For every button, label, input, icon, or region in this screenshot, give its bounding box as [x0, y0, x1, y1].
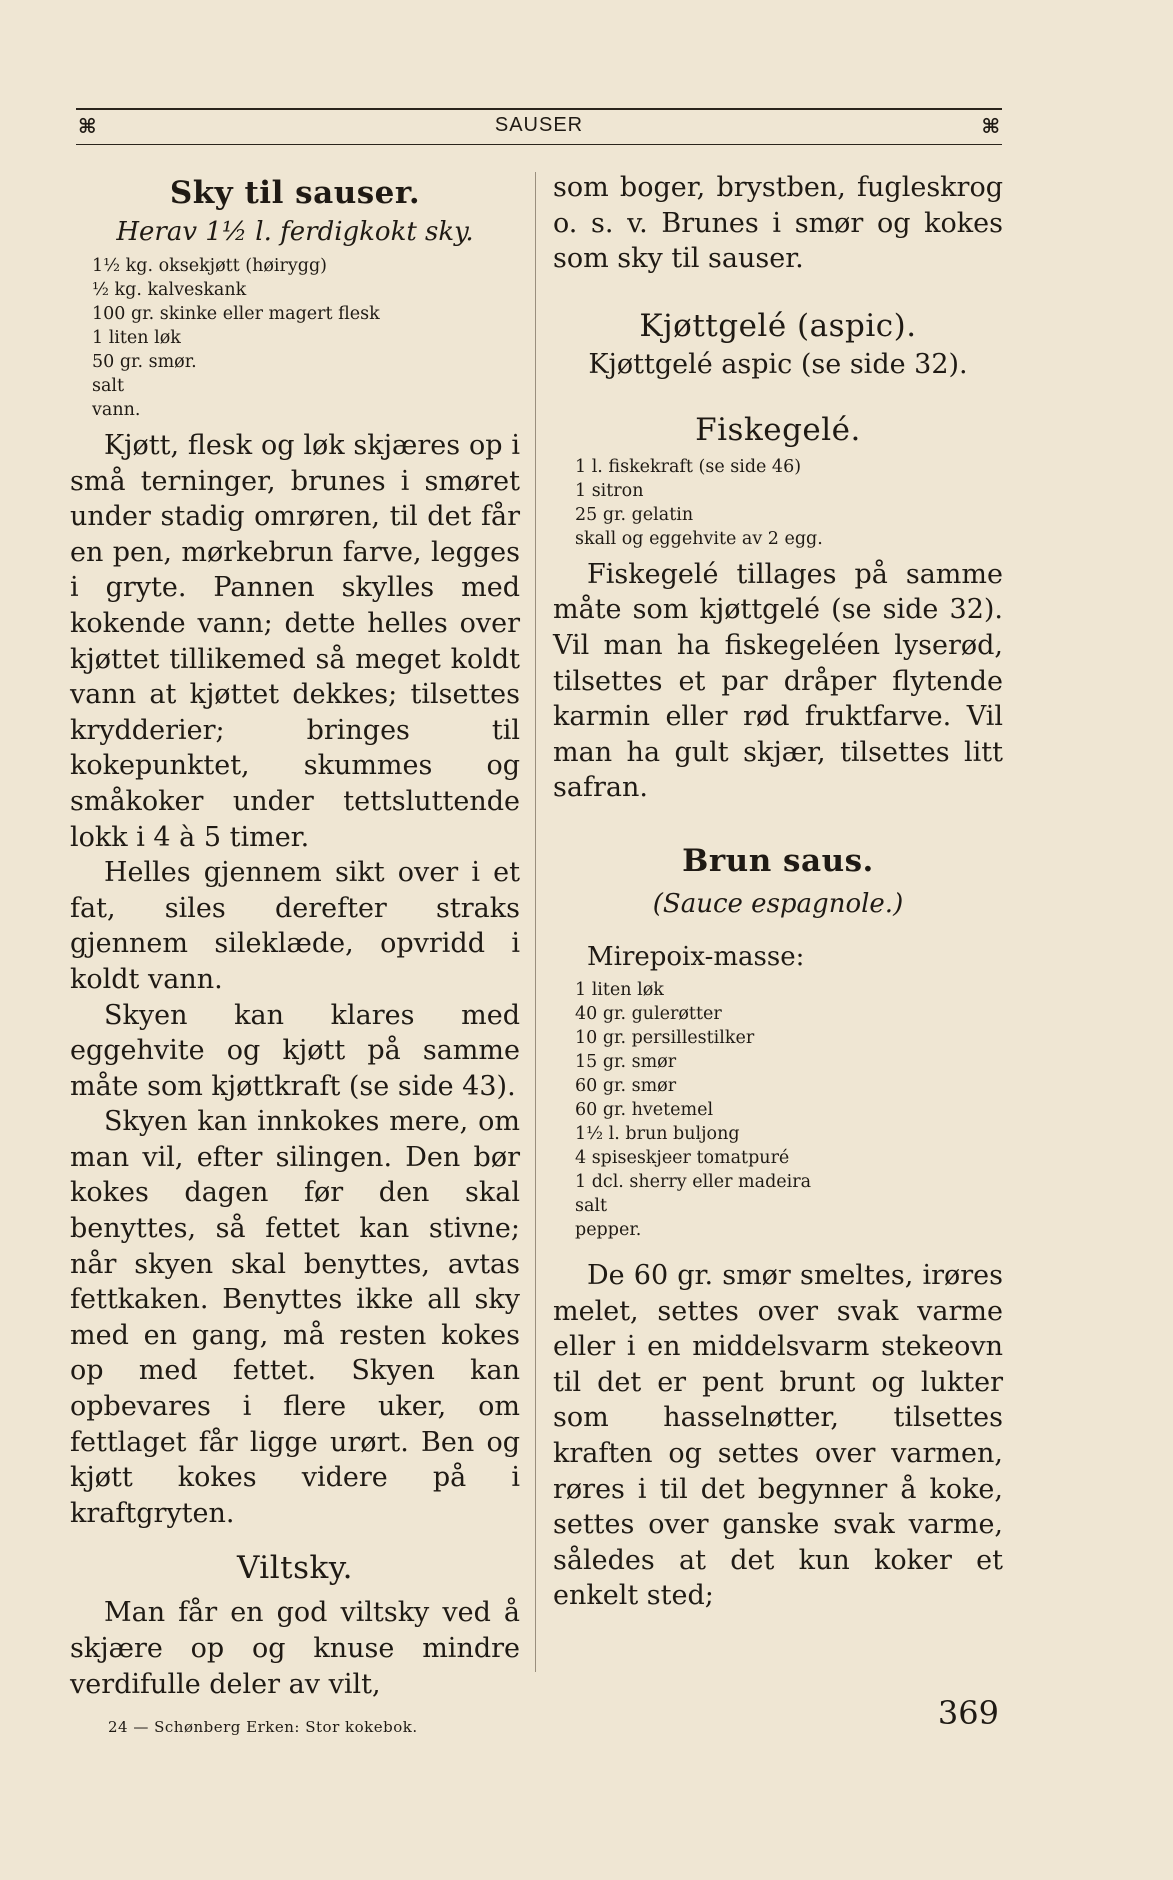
footer-signature: 24 — Schønberg Erken: Stor kokebok. — [108, 1718, 418, 1736]
recipe-heading-brun-saus: Brun saus. — [682, 842, 874, 879]
recipe-heading-sky: Sky til sauser. — [169, 175, 421, 211]
left-ornament: ⌘ — [78, 114, 97, 138]
paragraph: Kjøtt, flesk og løk skjæres op i små terninger, brunes i smøret under stadig omrøren, til det får en pen, mørkebrun farve, legges i gryte. Pannen skylles med kokende vann; dette helles over kjøttet tillikemed så meget koldt vann at kjøttet dekkes; tilsettes krydderier; bringes til kokepunktet, skummes og småkoker under tettsluttende lokk i 4 à 5 timer. — [70, 430, 520, 853]
ingredient-item: 100 gr. skinke eller magert flesk — [92, 304, 380, 324]
ingredient-item: ½ kg. kalveskank — [92, 280, 247, 300]
paragraph: Helles gjennem sikt over i et fat, siles derefter straks gjennem sileklæde, opvridd i koldt vann. — [70, 857, 520, 995]
running-header — [76, 110, 1002, 144]
column-divider — [535, 172, 536, 1672]
kjottgele-reference: Kjøttgelé aspic (se side 32). — [588, 348, 968, 380]
ingredient-list-sky — [70, 254, 520, 422]
right-column — [553, 170, 1003, 1614]
recipe-heading-kjottgele: Kjøttgelé (aspic). — [639, 307, 917, 344]
recipe-yield: Herav 1½ l. ferdigkokt sky. — [116, 217, 474, 247]
ingredient-item: 1 dcl. sherry eller madeira — [575, 1171, 812, 1192]
ingredient-item: pepper. — [575, 1219, 642, 1240]
page-number: 369 — [937, 1694, 999, 1732]
ingredient-item: 25 gr. gelatin — [575, 504, 694, 525]
ingredient-item: 15 gr. smør — [575, 1051, 677, 1072]
paragraph: Fiskegelé tillages på samme måte som kjøttgelé (se side 32). Vil man ha fiskegeléen lyserød, tilsettes et par dråper flytende karmin eller rød fruktfarve. Vil man ha gult skjær, tilsettes litt safran. — [553, 558, 1003, 804]
ingredient-item: 1 liten løk — [575, 979, 664, 1000]
ingredient-item: 60 gr. smør — [575, 1075, 677, 1096]
ingredient-item: 1 sitron — [575, 480, 644, 501]
ingredient-item: 1½ kg. oksekjøtt (høirygg) — [92, 256, 327, 276]
ingredient-item: 10 gr. persillestilker — [575, 1027, 755, 1048]
ingredient-item: skall og eggehvite av 2 egg. — [575, 528, 823, 549]
ingredient-item: 1 l. fiskekraft (se side 46) — [575, 456, 802, 477]
ingredient-item: 1½ l. brun buljong — [575, 1123, 740, 1144]
ingredient-item: 1 liten løk — [92, 328, 181, 348]
recipe-subheading: (Sauce espagnole.) — [652, 888, 904, 919]
paragraph-continued: som boger, brystben, fugleskrog o. s. v. Brunes i smør og kokes som sky til sauser. — [553, 172, 1003, 275]
paragraph: Skyen kan innkokes mere, om man vil, efter silingen. Den bør kokes dagen før den skal benyttes, så fettet kan stivne; når skyen skal benyttes, avtas fettkaken. Benyttes ikke all sky med en gang, må resten kokes op med fettet. Skyen kan opbevares i flere uker, om fettlaget får ligge urørt. Ben og kjøtt kokes videre på i kraftgryten. — [70, 1106, 520, 1529]
ingredient-item: vann. — [92, 400, 141, 420]
ingredient-item: 40 gr. gulerøtter — [575, 1003, 722, 1024]
running-title: SAUSER — [494, 114, 584, 136]
header-rule-bottom — [76, 144, 1002, 145]
right-ornament: ⌘ — [981, 114, 1000, 138]
paragraph: Skyen kan klares med eggehvite og kjøtt på samme måte som kjøttkraft (se side 43). — [70, 999, 520, 1102]
mirepoix-label: Mirepoix-masse: — [587, 941, 805, 972]
ingredient-list-fiskegele — [553, 455, 1003, 551]
ingredient-item: salt — [92, 376, 125, 396]
ingredient-item: 60 gr. hvetemel — [575, 1099, 714, 1120]
ingredient-item: 50 gr. smør. — [92, 352, 197, 372]
ingredient-item: 4 spiseskjeer tomatpuré — [575, 1147, 790, 1168]
left-column — [70, 170, 520, 1702]
recipe-heading-viltsky: Viltsky. — [236, 1550, 354, 1587]
paragraph: De 60 gr. smør smeltes, irøres melet, settes over svak varme eller i en middelsvarm stekeovn til det er pent brunt og lukter som hasselnøtter, tilsettes kraften og settes over varmen, røres i til det begynner å koke, settes over ganske svak varme, således at det kun koker et enkelt sted; — [553, 1259, 1003, 1612]
ingredient-item: salt — [575, 1195, 608, 1216]
recipe-heading-fiskegele: Fiskegelé. — [695, 411, 861, 448]
paragraph: Man får en god viltsky ved å skjære op og knuse mindre verdifulle deler av vilt, — [70, 1597, 520, 1700]
ingredient-list-brun-saus — [553, 978, 1003, 1242]
